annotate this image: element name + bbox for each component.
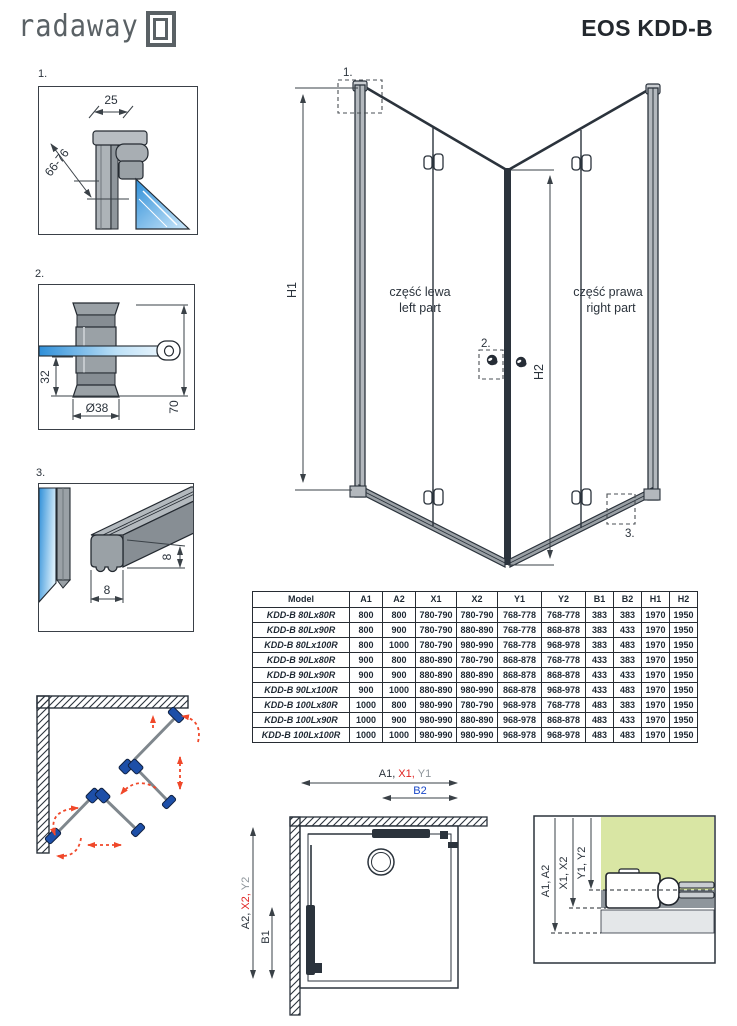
value-cell: 868-878 <box>498 683 542 698</box>
figure2-drawing <box>39 285 194 429</box>
value-cell: 483 <box>614 728 642 743</box>
dim-y1-label: Y1 <box>417 768 432 780</box>
value-cell: 900 <box>350 683 383 698</box>
hinge-icon <box>424 154 443 170</box>
value-cell: 1970 <box>642 713 670 728</box>
value-cell: 768-778 <box>542 698 586 713</box>
table-row <box>253 638 698 653</box>
value-cell: 1970 <box>642 698 670 713</box>
value-cell: 1970 <box>642 608 670 623</box>
left-wall-profile <box>353 81 367 497</box>
dim-h2-label: H2 <box>532 364 546 380</box>
value-cell: 980-990 <box>416 713 457 728</box>
value-cell: 800 <box>383 653 416 668</box>
value-cell: 868-878 <box>542 713 586 728</box>
column-header-model: Model <box>253 592 350 608</box>
right-part-label-pl: część prawa <box>573 285 643 299</box>
value-cell: 433 <box>614 668 642 683</box>
dimension-25 <box>89 93 133 118</box>
column-header-a1: A1 <box>350 592 383 608</box>
value-cell: 1970 <box>642 623 670 638</box>
value-cell: 1950 <box>670 608 698 623</box>
dim-32-label: 32 <box>39 370 52 384</box>
value-cell: 800 <box>383 608 416 623</box>
value-cell: 780-790 <box>416 638 457 653</box>
dimension-h1 <box>285 88 358 490</box>
value-cell: 383 <box>586 623 614 638</box>
left-part-label-pl: część lewa <box>389 285 451 299</box>
value-cell: 1970 <box>642 638 670 653</box>
value-cell: 483 <box>614 638 642 653</box>
left-part-label-en: left part <box>399 301 441 315</box>
value-cell: 768-778 <box>498 608 542 623</box>
column-header-y1: Y1 <box>498 592 542 608</box>
value-cell: 868-878 <box>498 653 542 668</box>
sill-bar <box>91 487 193 572</box>
figure1-drawing <box>39 87 197 234</box>
value-cell: 1950 <box>670 653 698 668</box>
value-cell: 1950 <box>670 728 698 743</box>
value-cell: 433 <box>586 653 614 668</box>
value-cell: 1950 <box>670 683 698 698</box>
model-cell: KDD-B 80Lx90R <box>253 623 350 638</box>
value-cell: 383 <box>614 608 642 623</box>
value-cell: 900 <box>383 668 416 683</box>
value-cell: 780-790 <box>457 608 498 623</box>
table-row <box>253 623 698 638</box>
dimension-b1 <box>260 908 272 978</box>
hinge-icon <box>572 489 591 505</box>
dim-y2-label: Y2 <box>240 876 252 891</box>
svg-text:A2,X2,Y2 <box>240 877 252 930</box>
value-cell: 980-990 <box>457 683 498 698</box>
table-row <box>253 683 698 698</box>
table-row <box>253 608 698 623</box>
value-cell: 1950 <box>670 623 698 638</box>
callout-1-label: 1. <box>343 67 353 79</box>
table-row <box>253 653 698 668</box>
value-cell: 433 <box>614 713 642 728</box>
value-cell: 900 <box>383 623 416 638</box>
value-cell: 980-990 <box>457 638 498 653</box>
dimension-b2 <box>383 785 457 798</box>
model-cell: KDD-B 80Lx100R <box>253 638 350 653</box>
dim-x2-label: X2, <box>240 893 252 910</box>
knob-icon <box>516 357 528 368</box>
value-cell: 1000 <box>350 728 383 743</box>
dim-66-76-label: 66-76 <box>41 146 72 179</box>
dim-h1-label: H1 <box>285 282 299 298</box>
dim-a1-a2-label: A1, A2 <box>540 864 552 898</box>
value-cell: 980-990 <box>416 698 457 713</box>
value-cell: 880-890 <box>457 623 498 638</box>
value-cell: 900 <box>350 653 383 668</box>
value-cell: 433 <box>614 623 642 638</box>
dim-y1-y2-label: Y1, Y2 <box>576 846 588 880</box>
value-cell: 780-790 <box>416 608 457 623</box>
value-cell: 968-978 <box>542 683 586 698</box>
dimension-8-horizontal <box>91 570 123 603</box>
figure3-sill-detail <box>38 483 194 632</box>
page-title: EOS KDD-B <box>581 15 713 41</box>
value-cell: 980-990 <box>457 728 498 743</box>
value-cell: 800 <box>350 623 383 638</box>
value-cell: 968-978 <box>542 638 586 653</box>
dim-x1-x2-label: X1, X2 <box>558 856 570 890</box>
glass-pane <box>39 488 70 602</box>
dimension-a1-x1-y1 <box>302 768 457 783</box>
value-cell: 483 <box>614 683 642 698</box>
column-header-y2: Y2 <box>542 592 586 608</box>
dim-8v-label: 8 <box>160 553 174 561</box>
table-row <box>253 698 698 713</box>
value-cell: 768-778 <box>542 653 586 668</box>
logo-text: radaway <box>18 8 139 44</box>
model-cell: KDD-B 100Lx100R <box>253 728 350 743</box>
column-header-h2: H2 <box>670 592 698 608</box>
dim-70-label: 70 <box>167 400 181 414</box>
value-cell: 880-890 <box>457 713 498 728</box>
glass-pane <box>136 179 189 229</box>
callout-3-label: 3. <box>625 528 635 540</box>
value-cell: 483 <box>586 713 614 728</box>
value-cell: 1000 <box>350 713 383 728</box>
value-cell: 800 <box>350 608 383 623</box>
value-cell: 900 <box>350 668 383 683</box>
value-cell: 868-878 <box>498 668 542 683</box>
dimension-diameter-38 <box>73 399 119 420</box>
main-elevation-drawing <box>240 58 710 593</box>
figure2-knob-detail <box>38 284 195 430</box>
model-cell: KDD-B 100Lx90R <box>253 713 350 728</box>
right-part-label-en: right part <box>586 301 636 315</box>
model-cell: KDD-B 100Lx80R <box>253 698 350 713</box>
value-cell: 1950 <box>670 668 698 683</box>
value-cell: 1950 <box>670 638 698 653</box>
spec-table-head-row <box>253 592 698 608</box>
table-row <box>253 668 698 683</box>
value-cell: 800 <box>383 698 416 713</box>
mounting-detail-drawing <box>533 815 717 965</box>
value-cell: 1950 <box>670 698 698 713</box>
value-cell: 383 <box>586 608 614 623</box>
figure1-wall-profile-detail <box>38 86 198 235</box>
radaway-logo <box>18 10 176 47</box>
dim-diameter-label: Ø38 <box>85 401 109 415</box>
value-cell: 880-890 <box>416 683 457 698</box>
right-wall-profile <box>646 84 660 500</box>
column-header-h1: H1 <box>642 592 670 608</box>
value-cell: 780-790 <box>416 623 457 638</box>
dim-b1-label: B1 <box>260 930 272 944</box>
corner-post <box>504 168 511 565</box>
value-cell: 968-978 <box>498 713 542 728</box>
column-header-b1: B1 <box>586 592 614 608</box>
value-cell: 1000 <box>350 698 383 713</box>
value-cell: 780-790 <box>457 698 498 713</box>
value-cell: 433 <box>586 668 614 683</box>
column-header-a2: A2 <box>383 592 416 608</box>
door-panels <box>57 720 173 833</box>
column-header-x1: X1 <box>416 592 457 608</box>
column-header-b2: B2 <box>614 592 642 608</box>
value-cell: 1950 <box>670 713 698 728</box>
dim-8h-label: 8 <box>103 583 111 597</box>
folding-schematic <box>30 690 230 862</box>
value-cell: 880-890 <box>416 653 457 668</box>
dimension-h2 <box>508 170 554 565</box>
logo-square-icon <box>146 11 176 47</box>
dim-b2-label: B2 <box>413 785 427 797</box>
value-cell: 768-778 <box>498 638 542 653</box>
value-cell: 1000 <box>383 638 416 653</box>
figure3-label: 3. <box>36 467 46 479</box>
value-cell: 968-978 <box>498 698 542 713</box>
spec-table-body <box>253 608 698 743</box>
value-cell: 768-778 <box>542 608 586 623</box>
hinge-icon <box>572 155 591 171</box>
value-cell: 483 <box>586 728 614 743</box>
value-cell: 1000 <box>383 683 416 698</box>
model-cell: KDD-B 90Lx100R <box>253 683 350 698</box>
value-cell: 383 <box>614 653 642 668</box>
value-cell: 800 <box>350 638 383 653</box>
value-cell: 383 <box>586 638 614 653</box>
model-cell: KDD-B 90Lx90R <box>253 668 350 683</box>
value-cell: 1970 <box>642 683 670 698</box>
dim-a1-label: A1, <box>378 768 396 780</box>
column-header-x2: X2 <box>457 592 498 608</box>
value-cell: 868-878 <box>542 668 586 683</box>
table-row <box>253 713 698 728</box>
value-cell: 383 <box>614 698 642 713</box>
value-cell: 880-890 <box>457 668 498 683</box>
dim-25-label: 25 <box>104 93 118 107</box>
spec-table <box>252 591 698 743</box>
value-cell: 880-890 <box>416 668 457 683</box>
figure2-label: 2. <box>35 268 45 280</box>
value-cell: 1970 <box>642 668 670 683</box>
dim-a2-label: A2, <box>240 912 252 930</box>
value-cell: 1000 <box>383 728 416 743</box>
figure3-drawing <box>39 484 193 631</box>
value-cell: 968-978 <box>498 728 542 743</box>
dimension-a2-x2-y2 <box>240 828 253 978</box>
value-cell: 780-790 <box>457 653 498 668</box>
top-view-drawing <box>238 760 488 1022</box>
callout-2-label: 2. <box>481 338 491 350</box>
figure1-label: 1. <box>38 68 48 80</box>
table-row <box>253 728 698 743</box>
value-cell: 483 <box>586 698 614 713</box>
value-cell: 900 <box>383 713 416 728</box>
value-cell: 980-990 <box>416 728 457 743</box>
svg-text:A1,X1,Y1 <box>379 768 432 780</box>
knob-icon <box>487 355 499 366</box>
model-cell: KDD-B 80Lx80R <box>253 608 350 623</box>
shower-tray <box>300 826 458 988</box>
value-cell: 1970 <box>642 728 670 743</box>
value-cell: 968-978 <box>542 728 586 743</box>
hinge-icon <box>424 489 443 505</box>
value-cell: 433 <box>586 683 614 698</box>
value-cell: 768-778 <box>498 623 542 638</box>
value-cell: 868-878 <box>542 623 586 638</box>
value-cell: 1970 <box>642 653 670 668</box>
dim-x1-label: X1, <box>398 768 415 780</box>
motion-arrows <box>53 716 199 856</box>
model-cell: KDD-B 90Lx80R <box>253 653 350 668</box>
